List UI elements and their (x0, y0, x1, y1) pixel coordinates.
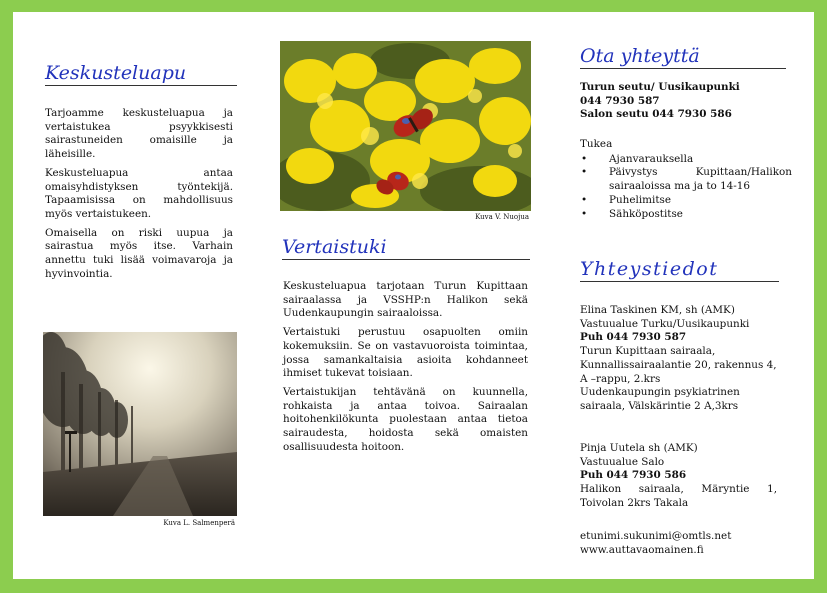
person1-address1: Turun Kupittaan sairaala, Kunnallissairaalantie 20, rakennus 4, A –rappu, 2.krs (580, 345, 777, 385)
paragraph: Omaisella on riski uupua ja sairastua myös itse. Varhain annettu tuki lisää voimavaroja ja hyvinvointia. (45, 226, 233, 280)
support-list (580, 153, 792, 222)
paragraph: Keskusteluapua antaa omaisyhdistyksen työntekijä. Tapaamisissa on mahdollisuus myös vertaistukeen. (45, 166, 233, 220)
website-link[interactable]: www.auttavaomainen.fi (580, 543, 704, 556)
keskusteluapu-text (45, 107, 233, 286)
person2-address: Halikon sairaala, Märyntie 1, Toivolan 2krs Takala (580, 483, 777, 509)
list-item: • Puhelimitse (580, 194, 792, 208)
heading-keskusteluapu: Keskusteluapu (45, 61, 237, 86)
heading-ota-yhteytta: Ota yhteyttä (580, 44, 786, 69)
support-section (580, 138, 792, 221)
paragraph: Keskusteluapua tarjotaan Turun Kupittaan sairaalassa ja VSSHP:n Halikon sekä Uudenkaupungin sairaaloissa. (283, 280, 528, 320)
person1-contact (580, 304, 777, 414)
area-turku: Turun seutu/ Uusikaupunki (580, 81, 740, 93)
person2-name: Pinja Uutela sh (AMK) (580, 442, 698, 454)
paragraph: Vertaistuki perustuu osapuolten omiin kokemuksiin. Se on vastavuoroista toimintaa, jossa samankaltaisia asioita kohdanneet ihmiset tukevat toisiaan. (283, 326, 528, 380)
paragraph: Vertaistukijan tehtävänä on kuunnella, rohkaista ja antaa toivoa. Sairaalan hoitohenkilökunta puolestaan antaa tietoa sairaudesta, hoidosta sekä omaisten osallisuudesta hoitoon. (283, 385, 528, 453)
list-item: • Sähköpostitse (580, 208, 792, 222)
list-item: • Ajanvarauksella (580, 153, 792, 167)
person2-phone: Puh 044 7930 586 (580, 469, 687, 482)
person2-area: Vastuualue Salo (580, 455, 665, 468)
web-contacts (580, 530, 777, 557)
vertaistuki-text (283, 280, 528, 459)
person1-name: Elina Taskinen KM, sh (AMK) (580, 304, 735, 316)
butterflies-flowers-photo (280, 41, 531, 211)
person1-address2: Uudenkaupungin psykiatrinen sairaala, Välskärintie 2 A,3krs (580, 386, 740, 412)
paragraph: Tarjoamme keskusteluapua ja vertaistukea psyykkisesti sairastuneiden omaisille ja läheisille. (45, 107, 233, 161)
person1-phone: Puh 044 7930 587 (580, 331, 687, 344)
person2-contact (580, 442, 777, 511)
area-salo-phone: Salon seutu 044 7930 586 (580, 108, 732, 121)
person1-area: Vastuualue Turku/Uusikaupunki (580, 317, 750, 330)
contact-numbers (580, 81, 790, 122)
foggy-trees-photo (43, 332, 237, 516)
phone-turku: 044 7930 587 (580, 94, 660, 107)
photo-caption-nuojua: Kuva V. Nuojua (475, 213, 529, 221)
heading-yhteystiedot: Yhteystiedot (580, 257, 779, 282)
support-label: Tukea (580, 138, 613, 150)
list-item: • Päivystys Kupittaan/Halikon sairaaloissa ma ja to 14-16 (580, 166, 792, 193)
email-address[interactable]: etunimi.sukunimi@omtls.net (580, 530, 732, 542)
photo-caption-salmenpera: Kuva L. Salmenperä (163, 519, 235, 527)
heading-vertaistuki: Vertaistuki (282, 235, 530, 260)
